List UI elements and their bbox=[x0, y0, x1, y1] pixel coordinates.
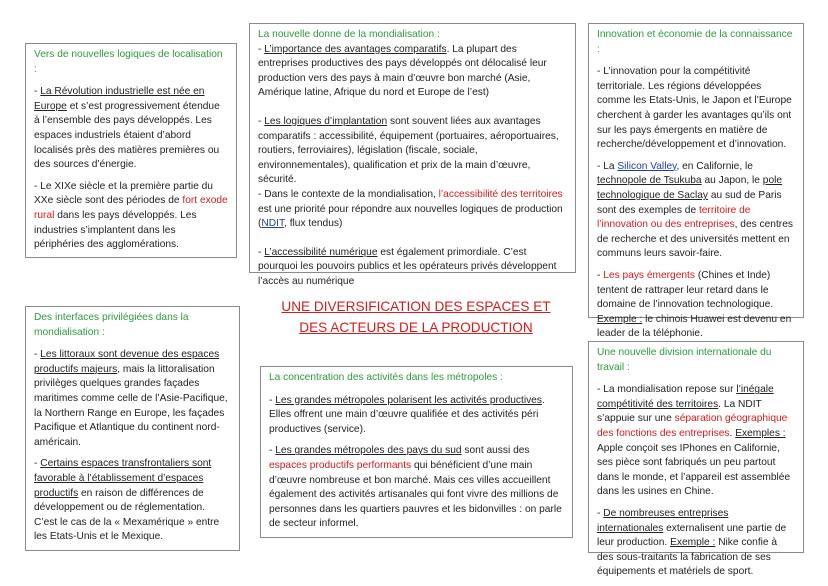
text: - Le XIXe siècle et la première partie du XXe siècle sont des périodes de bbox=[34, 180, 213, 207]
text: - bbox=[269, 445, 276, 457]
paragraph bbox=[34, 457, 231, 545]
text: Nike confie à des sous-traitants la fabrication de ses équipements et matériels de sport. bbox=[597, 537, 778, 578]
text: est également primordiale. C’est pourquoi les pouvoirs publics et les opérateurs privés développent l’accès au numérique bbox=[258, 246, 557, 287]
text: est une priorité pour répondre aux nouvelles logiques de production ( bbox=[258, 203, 563, 230]
paragraph: - L’innovation pour la compétitivité territoriale. Les régions développées comme les Etats-Unis, le Japon et l’Europe cherchent à garder les avantages qu’ils ont sur les pays émergents en matière de recherche/développement et d’innovation. bbox=[597, 66, 792, 151]
example-label: Exemple : bbox=[670, 537, 716, 549]
box-mondialisation bbox=[249, 23, 576, 287]
paragraph bbox=[597, 160, 795, 262]
paragraph bbox=[597, 383, 795, 500]
text: - bbox=[597, 269, 604, 281]
text: - bbox=[258, 115, 265, 127]
highlight: l’accessibilité des territoires bbox=[438, 188, 563, 200]
key-concept: De nombreuses entreprises internationales bbox=[597, 507, 729, 534]
box-title: Des interfaces privilégiées dans la mondialisation : bbox=[34, 312, 189, 338]
text: , des centres de recherche et des universités mettent en communs leurs savoir-faire. bbox=[597, 219, 793, 260]
key-concept: pole technologique de Saclay bbox=[597, 175, 783, 201]
text: - La bbox=[597, 160, 618, 172]
box-title: Innovation et économie de la connaissance : bbox=[597, 29, 793, 55]
title-line: UNE DIVERSIFICATION DES ESPACES ET bbox=[281, 299, 551, 314]
text: - bbox=[258, 43, 265, 55]
key-concept: Les grandes métropoles polarisent les activités productives bbox=[275, 394, 542, 406]
text: . Elles offrent une main d’œuvre qualifiée et des activités péri productives (service). bbox=[269, 394, 545, 435]
text: (Chines et Inde) tentent de rattraper leur retard dans le domaine de l’innovation technologique. bbox=[597, 269, 774, 311]
text: - bbox=[34, 349, 41, 361]
text: - Dans le contexte de la mondialisation, bbox=[258, 188, 439, 200]
paragraph bbox=[269, 444, 564, 532]
term-link: Silicon Valley bbox=[617, 160, 677, 172]
highlight: espaces productifs performants bbox=[269, 459, 412, 471]
highlight: territoire de l’innovation ou des entreprises bbox=[597, 204, 751, 231]
text: dans les pays développés. Les industries s’implantent dans les périphéries des agglomérations. bbox=[34, 209, 197, 251]
example-label: Exemple : bbox=[597, 313, 643, 325]
text: au sud de Paris sont des exemples de bbox=[597, 189, 782, 216]
key-concept: l’inégale compétitivité des territoires bbox=[597, 384, 774, 410]
paragraph bbox=[34, 85, 228, 173]
box-title: Une nouvelle division internationale du travail : bbox=[597, 347, 772, 373]
paragraph bbox=[258, 115, 567, 188]
text: - bbox=[258, 246, 265, 258]
highlight: Les pays émergents bbox=[603, 269, 695, 281]
text: qui bénéficient d’une main d’œuvre nombreuse et bon marché. Mais ces villes accueillent également des activités artisanales qui font vivre des millions de personnes dans les quartiers pauvres et les bidonvilles : on parle de secteur informel. bbox=[269, 459, 562, 530]
paragraph bbox=[258, 246, 567, 290]
text: sont souvent liées aux avantages comparatifs : accessibilité, équipement (portuaires, aéroportuaires, routiers, ferroviaires), législation (fiscale, sociale, environnementales), qualification et prix de la main d’œuvre, sécurité. bbox=[258, 115, 559, 186]
paragraph bbox=[258, 43, 567, 101]
text: au Japon, le bbox=[701, 175, 763, 187]
box-title: Vers de nouvelles logiques de localisation : bbox=[34, 49, 223, 75]
key-concept: Les logiques d’implantation bbox=[264, 115, 388, 127]
paragraph bbox=[269, 394, 564, 438]
text: , flux tendus) bbox=[284, 218, 343, 230]
text: sont aussi des bbox=[461, 445, 530, 457]
highlight: fort exode rural bbox=[34, 195, 228, 221]
box-localisation bbox=[25, 43, 237, 258]
text: , en Californie, le bbox=[676, 160, 753, 172]
text: - bbox=[269, 394, 276, 406]
title-line: DES ACTEURS DE LA PRODUCTION bbox=[299, 320, 533, 335]
paragraph bbox=[597, 269, 795, 342]
text: - bbox=[597, 507, 604, 519]
text: . La plupart des entreprises productives des pays développés ont délocalisé leur production vers des pays à main d’œuvre bon marché (Asie, Amérique latine, Afrique du nord et Europe de l’est) bbox=[258, 43, 547, 99]
text: et s’est progressivement étendue à l’ensemble des pays développés. Les espaces industriels étaient d’abord localisés près des matières premières ou des sources d’énergie. bbox=[34, 100, 220, 171]
box-title: La concentration des activités dans les métropoles : bbox=[269, 372, 503, 383]
text: en raison de différences de développement ou de réglementation. C’est le cas de la « Mexamérique » entre les Etats-Unis et le Mexique. bbox=[34, 487, 220, 543]
text: - bbox=[34, 86, 41, 98]
box-interfaces bbox=[25, 306, 240, 551]
page-title bbox=[258, 296, 574, 338]
key-concept: Les grandes métropoles des pays du sud bbox=[275, 445, 462, 457]
text: le chinois Huawei est devenu en leader de la téléphonie. bbox=[597, 313, 792, 340]
text: externalisent une partie de leur production. bbox=[597, 522, 787, 549]
key-concept: Les littoraux sont devenue des espaces productifs majeurs bbox=[34, 349, 220, 375]
text: , mais la littoralisation privilèges quelques grandes façades maritimes comme celle de l’Asie-Pacifique, la Northern Range en Europe, les façades Pacifique et Atlantique du continent nord-américain. bbox=[34, 363, 228, 448]
key-concept: L’importance des avantages comparatifs bbox=[264, 43, 447, 55]
box-metropoles bbox=[260, 366, 573, 538]
box-division-travail bbox=[588, 341, 804, 578]
text: Apple conçoit ses IPhones en Californie, ses pièce sont fabriqués un peu partout dans le monde, et l’appareil est assemblée dans les usines en Chine. bbox=[597, 442, 791, 498]
text: . bbox=[729, 427, 736, 439]
text: - bbox=[34, 458, 41, 470]
paragraph bbox=[258, 188, 567, 232]
example-label: Exemples : bbox=[735, 427, 786, 439]
paragraph bbox=[34, 180, 228, 253]
box-innovation bbox=[588, 23, 804, 340]
key-concept: technopole de Tsukuba bbox=[597, 175, 702, 187]
key-concept: Certains espaces transfrontaliers sont favorable à l’établissement d’espaces productifs bbox=[34, 458, 212, 499]
box-title: La nouvelle donne de la mondialisation : bbox=[258, 29, 440, 40]
text: . La NDIT s’appuie sur une bbox=[597, 398, 762, 425]
text: - La mondialisation repose sur bbox=[597, 384, 737, 396]
paragraph bbox=[34, 348, 231, 450]
paragraph bbox=[597, 507, 795, 580]
key-concept: L’accessibilité numérique bbox=[264, 246, 378, 258]
term-link: NDIT bbox=[261, 218, 285, 230]
highlight: séparation géographique des fonctions des entreprises bbox=[597, 413, 788, 439]
key-concept: La Révolution industrielle est née en Europe bbox=[34, 86, 205, 112]
